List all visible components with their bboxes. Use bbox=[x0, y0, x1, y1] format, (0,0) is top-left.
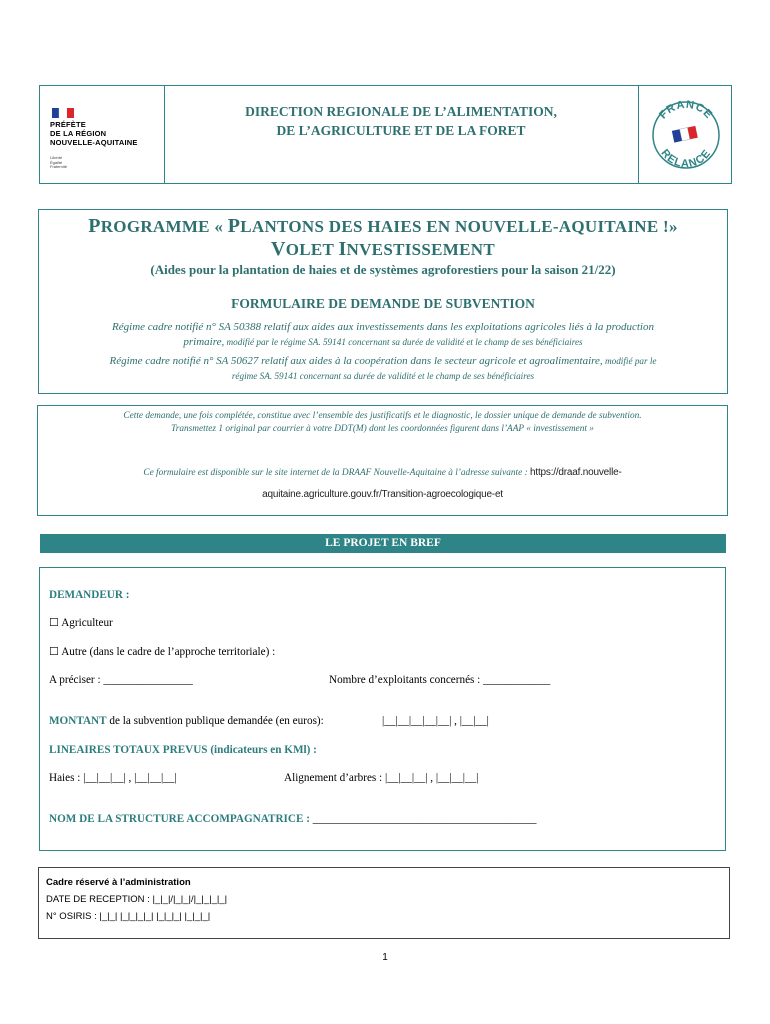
nb-exploitants-field[interactable]: Nombre d’exploitants concernés : ____________ bbox=[329, 674, 551, 686]
programme-box bbox=[38, 209, 728, 394]
form-title: FORMULAIRE DE DEMANDE DE SUBVENTION bbox=[231, 296, 535, 311]
notice-text bbox=[38, 410, 727, 436]
motto-egalite: Égalité bbox=[50, 159, 63, 165]
prefet-logo-cell bbox=[40, 86, 165, 183]
admin-title: Cadre réservé à l’administration bbox=[46, 877, 191, 888]
demandeur-label: DEMANDEUR : bbox=[49, 589, 130, 601]
direction-title bbox=[164, 102, 638, 140]
montant-label: MONTANT bbox=[49, 715, 107, 727]
osiris-field[interactable]: N° OSIRIS : |_|_| |_|_|_|_| |_|_|_| |_|_|_| bbox=[46, 911, 211, 922]
motto-liberte: Liberté bbox=[50, 155, 63, 160]
draaf-link[interactable]: https://draaf.nouvelle- bbox=[530, 467, 622, 478]
programme-title: PROGRAMME « PLANTONS DES HAIES EN NOUVELLE-AQUITAINE !» VOLET INVESTISSEMENT bbox=[88, 215, 678, 260]
availability-text bbox=[38, 462, 727, 506]
notice-box bbox=[37, 405, 728, 516]
structure-row bbox=[49, 813, 537, 825]
projet-box bbox=[39, 567, 726, 851]
draaf-link-continued[interactable]: aquitaine.agriculture.gouv.fr/Transition-agroecologique-et bbox=[262, 489, 503, 500]
direction-line-2: DE L’AGRICULTURE ET DE LA FORET bbox=[276, 123, 526, 138]
checkbox-agriculteur[interactable]: ☐ Agriculteur bbox=[49, 617, 113, 629]
relance-text: RELANCE bbox=[658, 147, 714, 171]
alignement-field[interactable]: Alignement d’arbres : |__|__|__| , |__|__|__| bbox=[284, 772, 479, 784]
notice-line-1: Cette demande, une fois complétée, constitue avec l’ensemble des justificatifs et le diagnostic, le dossier unique de demande de subvention. bbox=[123, 411, 642, 421]
date-reception-field[interactable]: DATE DE RECEPTION : |_|_|/|_|_|/|_|_|_|_| bbox=[46, 894, 228, 905]
availability-line: Ce formulaire est disponible sur le site internet de la DRAAF Nouvelle-Aquitaine à l’adresse suivante : bbox=[143, 468, 531, 478]
montant-text: de la subvention publique demandée (en euros): bbox=[106, 715, 324, 727]
france-relance-logo-icon bbox=[639, 86, 732, 183]
page-number: 1 bbox=[382, 952, 388, 963]
france-text: FRANCE bbox=[657, 98, 715, 122]
notice-line-2: Transmettez 1 original par courrier à votre DDT(M) dont les coordonnées figurent dans l’AAP « investissement » bbox=[171, 424, 594, 434]
preciser-field[interactable]: A préciser : ________________ bbox=[49, 674, 193, 686]
regime-2: Régime cadre notifié n° SA 50627 relatif aux aides à la coopération dans le secteur agricole et agroalimentaire, modifié par le régime SA. 59141 concernant sa durée de validité et le champ de ses bénéficiaires bbox=[109, 355, 657, 381]
direction-line-1: DIRECTION REGIONALE DE L’ALIMENTATION, bbox=[245, 104, 557, 119]
lineaires-label: LINEAIRES TOTAUX PREVUS (indicateurs en KMl) : bbox=[49, 744, 317, 756]
regime-1: Régime cadre notifié n° SA 50388 relatif aux aides aux investissements dans les exploitations agricoles liés à la production primaire, modifié par le régime SA. 59141 concernant sa durée de validité et le champ de ses bénéficiaires bbox=[112, 321, 654, 348]
projet-banner: LE PROJET EN BREF bbox=[40, 534, 726, 553]
prefet-line-1: PRÉFÈTE bbox=[50, 120, 86, 129]
prefet-text bbox=[50, 120, 138, 147]
svg-text:RELANCE bbox=[658, 147, 713, 170]
admin-box bbox=[38, 867, 730, 939]
france-relance-cell bbox=[638, 86, 732, 183]
montant-field[interactable]: |__|__|__|__|__| , |__|__| bbox=[382, 715, 489, 727]
prefet-line-3: NOUVELLE-AQUITAINE bbox=[50, 138, 138, 147]
structure-field[interactable]: ________________________________________ bbox=[309, 813, 537, 825]
haies-field[interactable]: Haies : |__|__|__| , |__|__|__| bbox=[49, 772, 177, 784]
marianne-logo-icon bbox=[52, 108, 74, 118]
structure-label: NOM DE LA STRUCTURE ACCOMPAGNATRICE : bbox=[49, 813, 310, 825]
motto-fraternite: Fraternité bbox=[50, 164, 68, 169]
montant-row bbox=[49, 715, 324, 727]
prefet-line-2: DE LA RÉGION bbox=[50, 129, 107, 138]
checkbox-autre[interactable]: ☐ Autre (dans le cadre de l’approche territoriale) : bbox=[49, 646, 276, 658]
header-box bbox=[39, 85, 732, 184]
programme-subtitle: (Aides pour la plantation de haies et de systèmes agroforestiers pour la saison 21/22) bbox=[150, 262, 616, 277]
republic-motto bbox=[50, 156, 67, 170]
